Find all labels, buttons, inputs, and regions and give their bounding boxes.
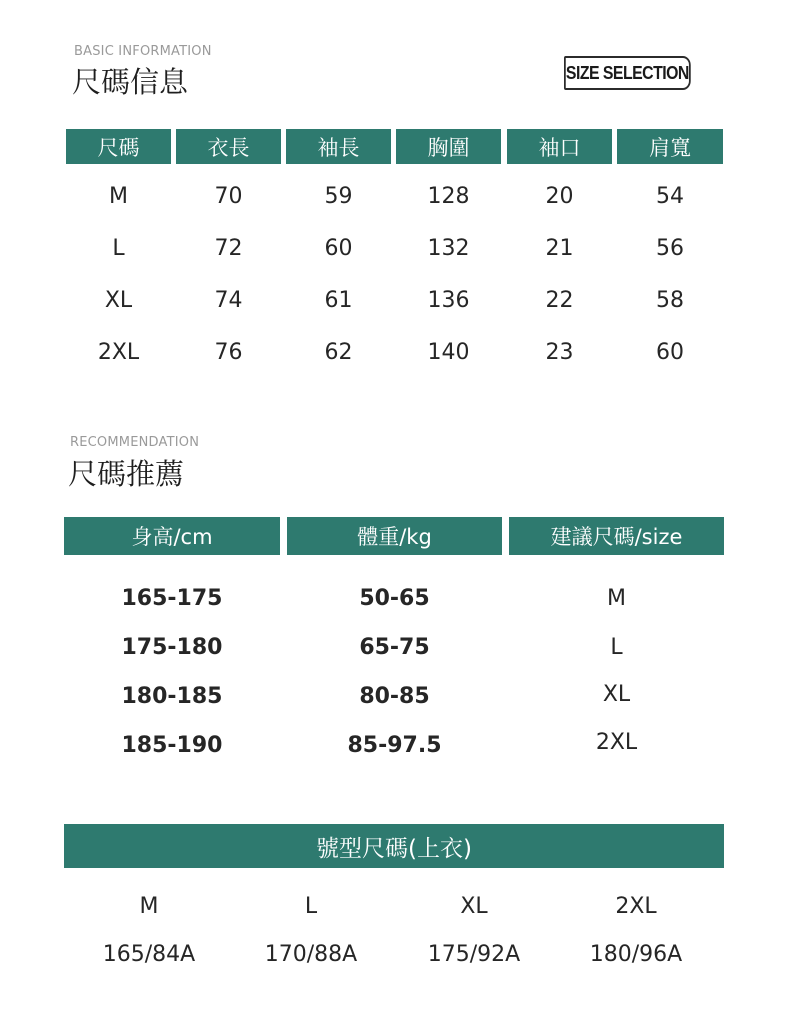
rec-cell-height: 165-175 bbox=[121, 585, 223, 611]
model-size-label: L bbox=[304, 893, 318, 919]
size-cell: 74 bbox=[214, 287, 243, 313]
size-cell: 20 bbox=[545, 183, 574, 209]
rec-cell-size: L bbox=[610, 634, 623, 660]
model-size-label: M bbox=[139, 893, 159, 919]
size-cell: 128 bbox=[427, 183, 470, 209]
rec-cell-size: XL bbox=[602, 681, 631, 707]
rec-header-weight: 體重/kg bbox=[287, 517, 502, 555]
size-cell: 70 bbox=[214, 183, 243, 209]
size-header-cuff: 袖口 bbox=[507, 129, 612, 164]
size-cell: M bbox=[109, 183, 128, 209]
size-cell: 136 bbox=[427, 287, 470, 313]
model-size-banner: 號型尺碼(上衣) bbox=[64, 824, 724, 868]
rec-cell-weight: 85-97.5 bbox=[347, 732, 442, 758]
size-header-size: 尺碼 bbox=[66, 129, 171, 164]
size-cell: 59 bbox=[324, 183, 353, 209]
size-cell: 61 bbox=[324, 287, 353, 313]
model-size-code: 165/84A bbox=[102, 941, 196, 967]
rec-header-height: 身高/cm bbox=[64, 517, 280, 555]
size-cell: 56 bbox=[656, 235, 684, 261]
rec-cell-weight: 80-85 bbox=[359, 683, 430, 709]
size-cell: 2XL bbox=[97, 339, 140, 365]
size-cell: 76 bbox=[214, 339, 243, 365]
rec-cell-size: 2XL bbox=[595, 729, 638, 755]
size-cell: 60 bbox=[656, 339, 684, 365]
basic-info-title: 尺碼信息 bbox=[72, 65, 189, 99]
size-header-sleeve: 袖長 bbox=[286, 129, 391, 164]
size-cell: 54 bbox=[656, 183, 684, 209]
rec-cell-weight: 65-75 bbox=[359, 634, 430, 660]
rec-cell-height: 175-180 bbox=[121, 634, 223, 660]
rec-cell-weight: 50-65 bbox=[359, 585, 430, 611]
rec-cell-height: 180-185 bbox=[121, 683, 223, 709]
rec-cell-height: 185-190 bbox=[121, 732, 223, 758]
recommendation-en-label: RECOMMENDATION bbox=[70, 435, 200, 450]
basic-info-en-label: BASIC INFORMATION bbox=[74, 44, 212, 59]
size-cell: 58 bbox=[656, 287, 684, 313]
size-cell: 62 bbox=[324, 339, 353, 365]
model-size-code: 175/92A bbox=[427, 941, 521, 967]
size-cell: 60 bbox=[324, 235, 353, 261]
size-cell: L bbox=[112, 235, 125, 261]
model-size-code: 180/96A bbox=[589, 941, 683, 967]
model-size-label: 2XL bbox=[615, 893, 657, 919]
size-cell: XL bbox=[104, 287, 133, 313]
recommendation-title: 尺碼推薦 bbox=[68, 457, 185, 491]
size-cell: 21 bbox=[545, 235, 574, 261]
size-header-shoulder: 肩寬 bbox=[617, 129, 723, 164]
model-size-code: 170/88A bbox=[264, 941, 358, 967]
size-cell: 22 bbox=[545, 287, 574, 313]
rec-header-size: 建議尺碼/size bbox=[509, 517, 724, 555]
size-selection-badge: SIZE SELECTION bbox=[564, 56, 691, 90]
size-header-length: 衣長 bbox=[176, 129, 281, 164]
size-cell: 72 bbox=[214, 235, 243, 261]
size-header-chest: 胸圍 bbox=[396, 129, 501, 164]
model-size-label: XL bbox=[460, 893, 488, 919]
size-cell: 132 bbox=[427, 235, 470, 261]
rec-cell-size: M bbox=[607, 585, 626, 611]
size-cell: 23 bbox=[545, 339, 574, 365]
size-cell: 140 bbox=[427, 339, 470, 365]
